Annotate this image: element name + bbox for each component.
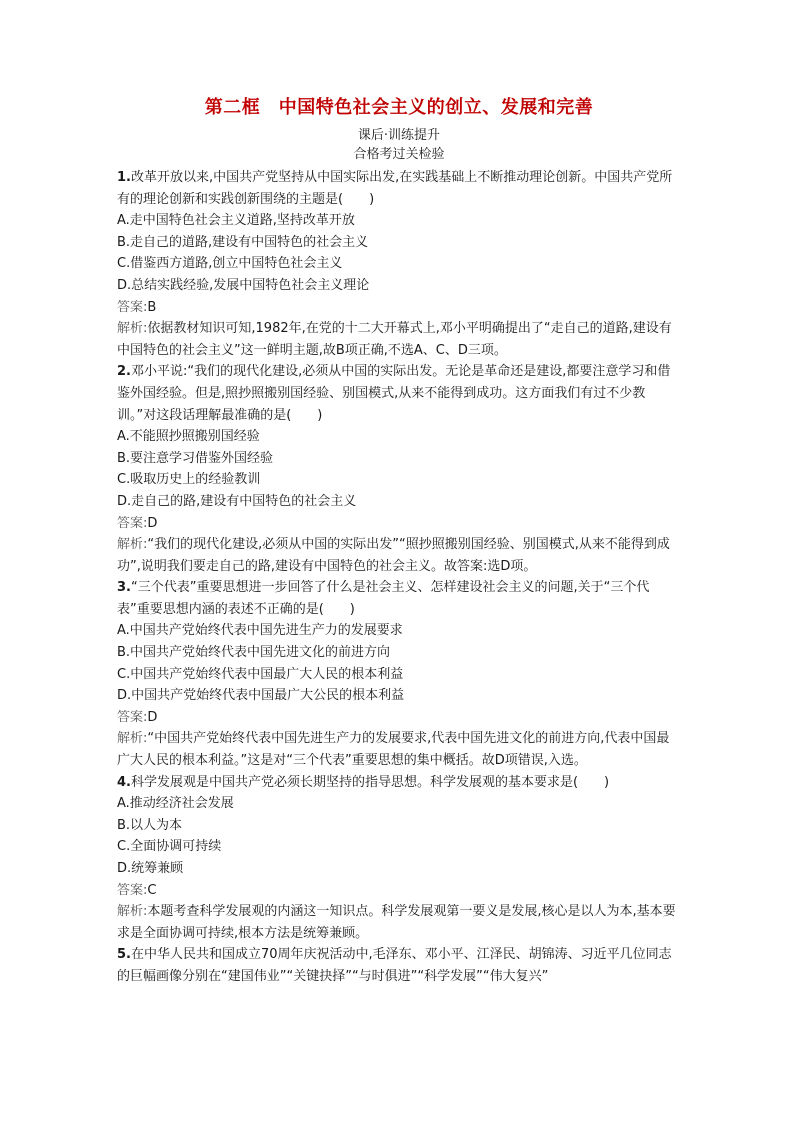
- question-2-option-a: A.不能照抄照搬别国经验: [117, 429, 260, 445]
- analysis-text: “我们的现代化建设,必须从中国的实际出发”“照抄照搬别国经验、别国模式,从来不能得到成功”,说明我们要走自己的路,建设有中国特色的社会主义。故答案:选D项。: [117, 537, 670, 574]
- question-5-stem: [117, 944, 681, 987]
- analysis-text: 依据教材知识可知,1982年,在党的十二大开幕式上,邓小平明确提出了“走自己的道路,建设有中国特色的社会主义”这一鲜明主题,故B项正确,不选A、C、D三项。: [117, 321, 672, 358]
- question-text: 邓小平说:“我们的现代化建设,必须从中国的实际出发。无论是革命还是建设,都要注意学习和借鉴外国经验。但是,照抄照搬别国经验、别国模式,从来不能得到成功。这方面我们有过不少教训。”对这段话理解最准确的是( ): [117, 364, 671, 423]
- question-4-option-c: C.全面协调可持续: [117, 839, 222, 855]
- question-text: 科学发展观是中国共产党必须长期坚持的指导思想。科学发展观的基本要求是( ): [130, 774, 610, 790]
- question-4-answer: [117, 880, 681, 902]
- question-2-option-d: D.走自己的路,建设有中国特色的社会主义: [117, 493, 357, 509]
- question-4-option-b: B.以人为本: [117, 817, 183, 833]
- answer-label: 答案:: [117, 515, 148, 531]
- question-number: 2.: [117, 364, 131, 380]
- question-2-analysis: [117, 534, 681, 577]
- question-1-option-b: B.走自己的道路,建设有中国特色的社会主义: [117, 234, 369, 250]
- answer-value: B: [147, 299, 157, 315]
- answer-label: 答案:: [117, 882, 148, 898]
- analysis-label: 解析:: [117, 731, 148, 747]
- question-2-option-b: B.要注意学习借鉴外国经验: [117, 450, 274, 466]
- question-text: “三个代表”重要思想进一步回答了什么是社会主义、怎样建设社会主义的问题,关于“三个代表”重要思想内涵的表述不正确的是( ): [117, 580, 650, 617]
- answer-value: C: [147, 882, 157, 898]
- answer-value: D: [147, 515, 158, 531]
- question-3-analysis: [117, 728, 681, 771]
- analysis-text: 本题考查科学发展观的内涵这一知识点。科学发展观第一要义是发展,核心是以人为本,基本要求是全面协调可持续,根本方法是统筹兼顾。: [117, 904, 676, 941]
- question-2-stem: [117, 361, 681, 426]
- question-3-option-b: B.中国共产党始终代表中国先进文化的前进方向: [117, 645, 391, 661]
- answer-label: 答案:: [117, 709, 148, 725]
- question-number: 5.: [117, 947, 131, 963]
- section-subtitle: 课后·训练提升: [357, 128, 441, 143]
- question-3-stem: [117, 577, 681, 620]
- question-3-option-d: D.中国共产党始终代表中国最广大公民的根本利益: [117, 688, 405, 704]
- question-number: 1.: [117, 170, 131, 185]
- question-1-analysis: [117, 318, 681, 361]
- answer-value: D: [147, 709, 158, 725]
- analysis-text: “中国共产党始终代表中国先进生产力的发展要求,代表中国先进文化的前进方向,代表中国最广大人民的根本利益。”这是对“三个代表”重要思想的集中概括。故D项错误,入选。: [117, 731, 670, 769]
- question-2-option-c: C.吸取历史上的经验教训: [117, 472, 261, 488]
- question-1-answer: [117, 297, 681, 319]
- worksheet-page: [117, 96, 681, 988]
- page-title: 第二框 中国特色社会主义的创立、发展和完善: [204, 97, 594, 118]
- question-3-answer: [117, 707, 681, 729]
- question-2-answer: [117, 513, 681, 535]
- analysis-label: 解析:: [117, 321, 148, 337]
- question-4-option-a: A.推动经济社会发展: [117, 796, 234, 812]
- question-3-option-c: C.中国共产党始终代表中国最广大人民的根本利益: [117, 666, 404, 682]
- analysis-label: 解析:: [117, 537, 148, 553]
- question-1-option-c: C.借鉴西方道路,创立中国特色社会主义: [117, 256, 343, 272]
- question-3-option-a: A.中国共产党始终代表中国先进生产力的发展要求: [117, 623, 403, 639]
- analysis-label: 解析:: [117, 904, 148, 920]
- question-list: [117, 167, 681, 988]
- question-1-option-d: D.总结实践经验,发展中国特色社会主义理论: [117, 277, 370, 293]
- question-text: 在中华人民共和国成立70周年庆祝活动中,毛泽东、邓小平、江泽民、胡锦涛、习近平几位同志的巨幅画像分别在“建国伟业”“关键抉择”“与时俱进”“科学发展”“伟大复兴”: [117, 947, 672, 984]
- question-number: 4.: [117, 774, 131, 790]
- answer-label: 答案:: [117, 299, 148, 315]
- question-text: 改革开放以来,中国共产党坚持从中国实际出发,在实践基础上不断推动理论创新。中国共产党所有的理论创新和实践创新围绕的主题是( ): [117, 170, 673, 207]
- question-4-analysis: [117, 901, 681, 944]
- question-number: 3.: [117, 580, 131, 596]
- question-1-stem: [117, 167, 681, 210]
- question-4-option-d: D.统筹兼顾: [117, 861, 184, 876]
- section-heading: 合格考过关检验: [353, 147, 445, 162]
- question-1-option-a: A.走中国特色社会主义道路,坚持改革开放: [117, 213, 355, 229]
- question-4-stem: [117, 772, 681, 794]
